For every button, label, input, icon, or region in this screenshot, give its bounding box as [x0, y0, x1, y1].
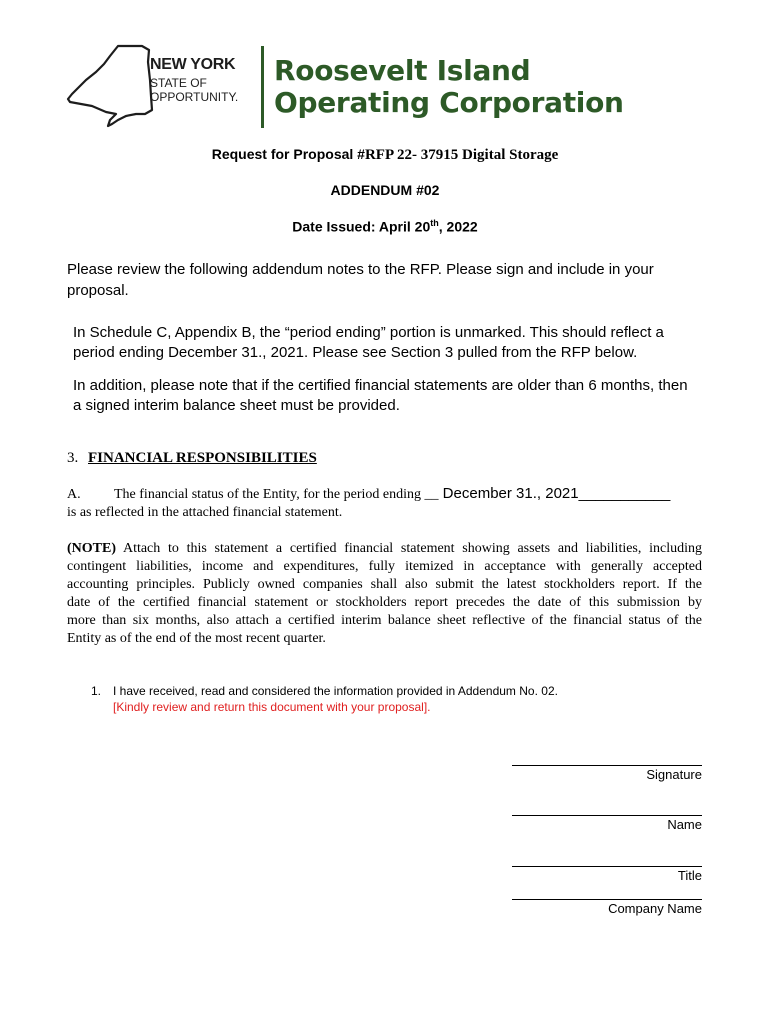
section-a-fill: December 31., 2021___________ — [438, 485, 671, 502]
note-paragraph-2 — [73, 376, 713, 416]
section-a-line1 — [67, 485, 707, 503]
signature-label: Signature — [646, 767, 702, 782]
organization-name-line1: Roosevelt Island — [274, 54, 531, 87]
name-line[interactable] — [512, 815, 702, 816]
note-block — [67, 540, 702, 648]
acknowledgement-number: 1. — [91, 684, 102, 698]
acknowledgement-text: I have received, read and considered the information provided in Addendum No. 02. — [113, 684, 558, 698]
note1-line1: In Schedule C, Appendix B, the “period ending” portion is unmarked. This should reflect a — [73, 324, 664, 341]
note-text-1: Attach to this statement a certified financial statement showing assets and liabilities, including — [122, 541, 702, 556]
date-issued — [0, 218, 770, 235]
intro-paragraph — [67, 259, 707, 301]
date-prefix: Date Issued: April 20 — [292, 218, 431, 235]
section-3-heading — [67, 450, 317, 467]
state-name-line3: OPPORTUNITY. — [150, 90, 239, 104]
state-name-line1: NEW YORK — [150, 56, 236, 73]
section-number: 3. — [67, 450, 79, 466]
note-block-line: more than six months, also attach a certified interim balance sheet reflective of the financial status of the — [67, 613, 702, 628]
date-suffix: , 2022 — [438, 218, 478, 235]
section-title: FINANCIAL RESPONSIBILITIES — [88, 450, 317, 466]
state-name-line2: STATE OF — [150, 76, 207, 90]
rfp-title — [0, 146, 770, 164]
section-a-text: The financial status of the Entity, for the period ending __ — [114, 487, 439, 502]
note-block-line: contingent liabilities, income and expenditures, fully itemized in acceptance with generally accepted — [67, 559, 702, 574]
note2-line2: a signed interim balance sheet must be provided. — [73, 397, 400, 414]
section-a-line2: is as reflected in the attached financial statement. — [67, 505, 343, 520]
section-a-label: A. — [67, 487, 81, 502]
title-line[interactable] — [512, 866, 702, 867]
note1-line2: period ending December 31., 2021. Please see Section 3 pulled from the RFP below. — [73, 344, 638, 361]
intro-line1: Please review the following addendum notes to the RFP. Please sign and include in your — [67, 261, 654, 278]
note-block-line: accounting principles. Publicly owned companies shall also submit the latest stockholders report. If the — [67, 577, 702, 592]
note2-line1: In addition, please note that if the certified financial statements are older than 6 months, then — [73, 377, 688, 394]
logo-divider — [261, 46, 264, 128]
note-block-line — [67, 540, 702, 558]
title-label: Title — [677, 868, 702, 883]
rfp-title-suffix: RFP 22- 37915 Digital Storage — [364, 147, 559, 163]
name-label: Name — [667, 817, 702, 832]
note-label: (NOTE) — [67, 541, 116, 556]
rfp-title-prefix: Request for Proposal # — [211, 146, 365, 162]
acknowledgement-red-note: [Kindly review and return this document with your proposal]. — [113, 700, 431, 714]
company-name-line[interactable] — [512, 899, 702, 900]
new-york-state-map-icon — [66, 44, 156, 130]
date-superscript: th — [430, 218, 439, 228]
note-block-line: date of the certified financial statement or stockholders report precedes the date of this submission by — [67, 595, 702, 610]
addendum-title: ADDENDUM #02 — [330, 182, 440, 198]
intro-line2: proposal. — [67, 282, 129, 299]
company-name-label: Company Name — [608, 901, 702, 916]
note-paragraph-1 — [73, 323, 713, 363]
signature-line[interactable] — [512, 765, 702, 766]
note-block-line: Entity as of the end of the most recent quarter. — [67, 631, 326, 646]
organization-name-line2: Operating Corporation — [274, 86, 624, 119]
